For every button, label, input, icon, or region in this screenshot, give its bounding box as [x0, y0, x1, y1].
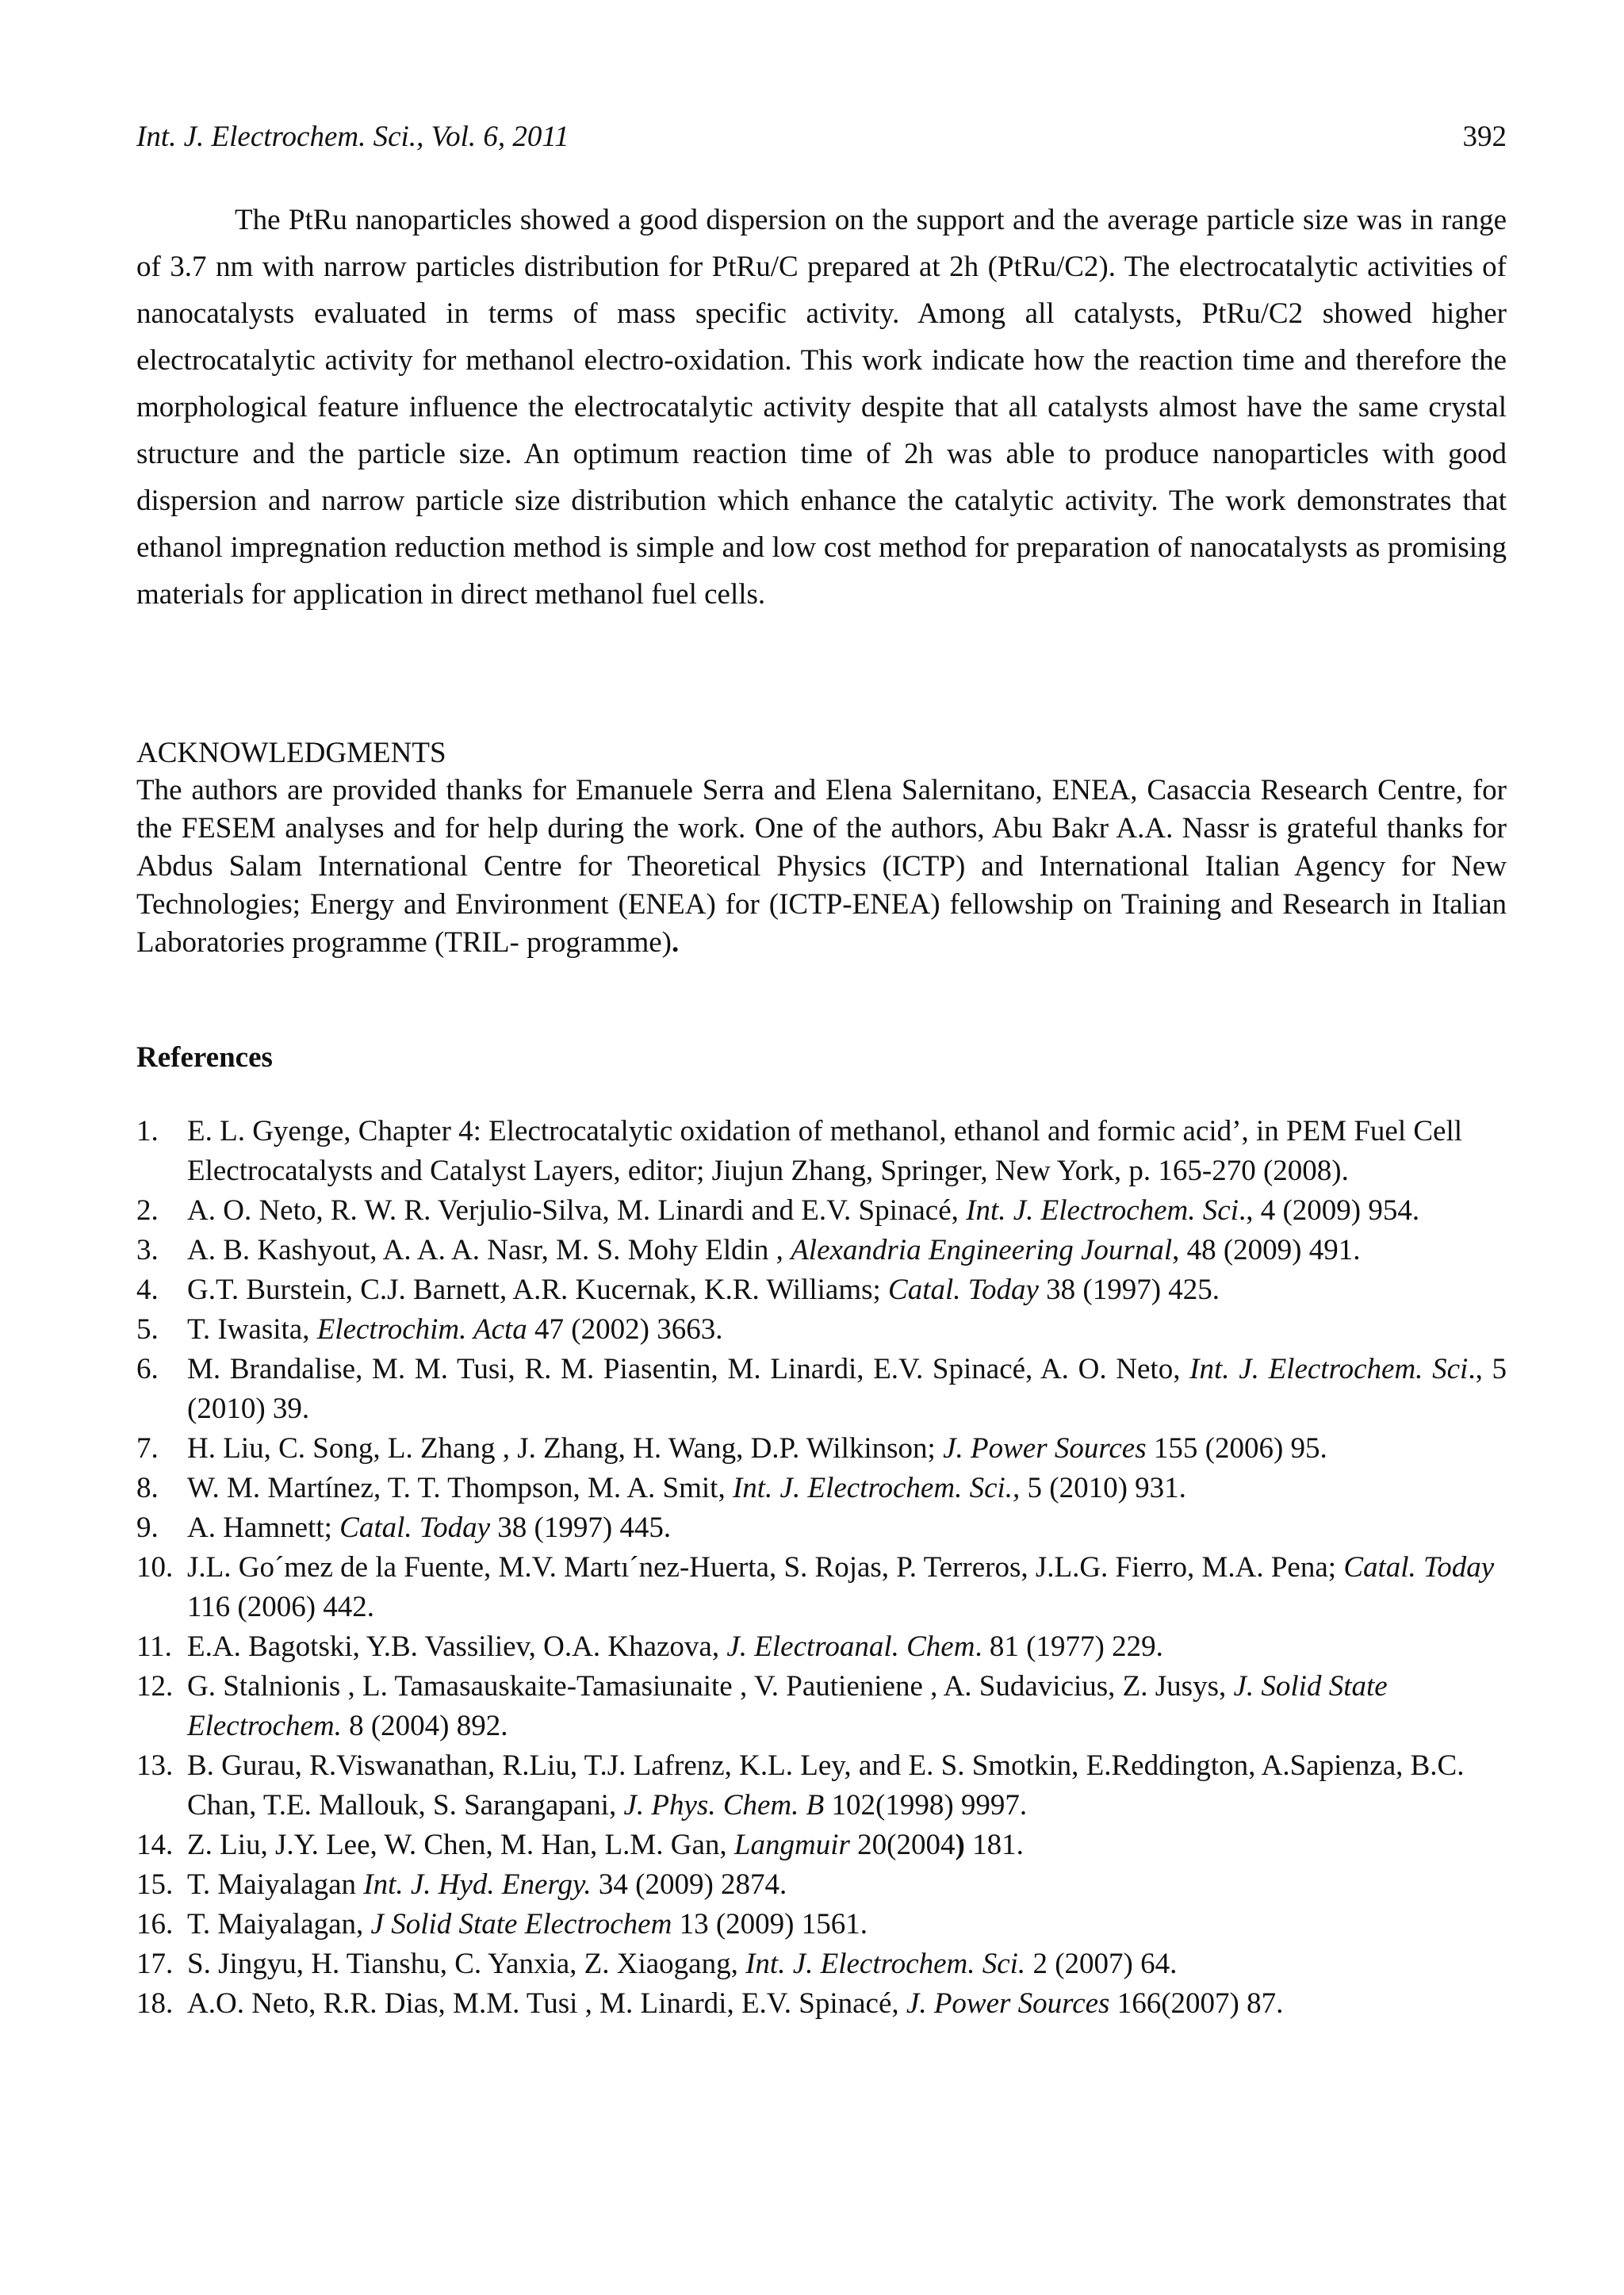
reference-item — [136, 1905, 1507, 1944]
acknowledgments-text — [136, 772, 1507, 962]
reference-source: Catal. Today — [888, 1274, 1039, 1306]
reference-segment: 155 (2006) 95. — [1146, 1432, 1327, 1465]
reference-number: 17. — [136, 1948, 174, 1980]
reference-segment: . 81 (1977) 229. — [975, 1630, 1163, 1663]
reference-segment: M. Brandalise, M. M. Tusi, R. M. Piasentin, M. Linardi, E.V. Spinacé, A. O. Neto, — [187, 1353, 1190, 1385]
running-header — [136, 117, 1507, 157]
reference-item — [136, 1270, 1507, 1310]
reference-text — [187, 1868, 787, 1901]
reference-number: 8. — [136, 1472, 159, 1504]
reference-number: 5. — [136, 1313, 159, 1346]
reference-segment: T. Maiyalagan — [187, 1868, 364, 1901]
reference-item — [136, 1984, 1507, 2024]
reference-segment: A.O. Neto, R.R. Dias, M.M. Tusi , M. Linardi, E.V. Spinacé, — [187, 1987, 906, 2020]
reference-source: Langmuir — [733, 1829, 850, 1861]
reference-text — [187, 1115, 1462, 1187]
reference-text — [187, 1274, 1220, 1306]
reference-segment: 38 (1997) 445. — [490, 1511, 672, 1544]
reference-text — [187, 1908, 868, 1941]
reference-source: Catal. Today — [339, 1511, 490, 1544]
reference-segment: E. L. Gyenge, Chapter 4: Electrocatalytic oxidation of methanol, ethanol and formic acid’, in PEM Fuel Cell Electrocatalysts and Catalyst Layers, editor; Jiujun Zhang, Springer, New York, p. 165-270 (2008). — [187, 1115, 1463, 1187]
reference-number: 9. — [136, 1511, 159, 1544]
reference-segment: A. O. Neto, R. W. R. Verjulio-Silva, M. Linardi and E.V. Spinacé, — [187, 1194, 967, 1227]
reference-number: 3. — [136, 1234, 159, 1266]
reference-number: 11. — [136, 1630, 172, 1663]
reference-item — [136, 1667, 1507, 1746]
reference-text — [187, 1551, 1494, 1623]
references-heading: References — [136, 1041, 273, 1074]
reference-source: J. Power Sources — [943, 1432, 1147, 1465]
reference-segment: T. Maiyalagan, — [187, 1908, 371, 1941]
reference-segment: A. B. Kashyout, A. A. A. Nasr, M. S. Mohy Eldin , — [187, 1234, 791, 1266]
reference-segment: ., 5 (2010) 39. — [187, 1353, 1507, 1425]
reference-segment: E.A. Bagotski, Y.B. Vassiliev, O.A. Khazova, — [187, 1630, 727, 1663]
reference-text — [187, 1749, 1464, 1822]
reference-text — [187, 1313, 722, 1346]
reference-source: Int. J. Electrochem. Sci. — [745, 1948, 1026, 1980]
reference-segment: J.L. Go´mez de la Fuente, M.V. Martı´nez-Huerta, S. Rojas, P. Terreros, J.L.G. Fierro, M.A. Pena; — [187, 1551, 1344, 1584]
reference-segment: 2 (2007) 64. — [1025, 1948, 1178, 1980]
reference-segment: 116 (2006) 442. — [187, 1591, 375, 1623]
reference-segment: ) — [955, 1829, 965, 1861]
reference-segment: S. Jingyu, H. Tianshu, C. Yanxia, Z. Xiaogang, — [187, 1948, 746, 1980]
reference-segment: 34 (2009) 2874. — [591, 1868, 787, 1901]
reference-source: J. Power Sources — [906, 1987, 1110, 2020]
reference-segment: Z. Liu, J.Y. Lee, W. Chen, M. Han, L.M. Gan, — [187, 1829, 734, 1861]
reference-number: 6. — [136, 1353, 159, 1385]
reference-source: Int. J. Hyd. Energy. — [363, 1868, 592, 1901]
reference-segment: , 48 (2009) 491. — [1172, 1234, 1361, 1266]
reference-item — [136, 1469, 1507, 1508]
reference-source: J. Phys. Chem. B — [623, 1789, 825, 1822]
reference-item — [136, 1627, 1507, 1667]
reference-item — [136, 1746, 1507, 1826]
journal-citation: Int. J. Electrochem. Sci., Vol. 6, 2011 — [136, 121, 569, 153]
reference-item — [136, 1944, 1507, 1984]
reference-number: 18. — [136, 1987, 174, 2020]
reference-source: J. Solid State Electrochem. — [187, 1670, 1388, 1742]
reference-number: 7. — [136, 1432, 159, 1465]
reference-source: Electrochim. Acta — [316, 1313, 527, 1346]
acknowledgments-body: The authors are provided thanks for Emanuele Serra and Elena Salernitano, ENEA, Casaccia Research Centre, for the FESEM analyses and for help during the work. One of the authors, Abu Bakr A.A. Nassr is grateful thanks for Abdus Salam International Centre for Theoretical Physics (ICTP) and International Italian Agency for New Technologies; Energy and Environment (ENEA) for (ICTP-ENEA) fellowship on Training and Research in Italian Laboratories programme (TRIL- programme) — [136, 774, 1507, 959]
reference-segment: B. Gurau, R.Viswanathan, R.Liu, T.J. Lafrenz, K.L. Ley, and E. S. Smotkin, E.Reddington, A.Sapienza, B.C. Chan, T.E. Mallouk, S. Sarangapani, — [187, 1749, 1465, 1822]
reference-number: 13. — [136, 1749, 174, 1782]
reference-segment: G. Stalnionis , L. Tamasauskaite-Tamasiunaite , V. Pautieniene , A. Sudavicius, Z. Jusys, — [187, 1670, 1234, 1703]
acknowledgments-heading: ACKNOWLEDGMENTS — [136, 737, 446, 769]
conclusion-paragraph: The PtRu nanoparticles showed a good dispersion on the support and the average particle size was in range of 3.7 nm with narrow particles distribution for PtRu/C prepared at 2h (PtRu/C2). The electrocatalytic activities of nanocatalysts evaluated in terms of mass specific activity. Among all catalysts, PtRu/C2 showed higher electrocatalytic activity for methanol electro-oxidation. This work indicate how the reaction time and therefore the morphological feature influence the electrocatalytic activity despite that all catalysts almost have the same crystal structure and the particle size. An optimum reaction time of 2h was able to produce nanoparticles with good dispersion and narrow particle size distribution which enhance the catalytic activity. The work demonstrates that ethanol impregnation reduction method is simple and low cost method for preparation of nanocatalysts as promising materials for application in direct methanol fuel cells. — [136, 204, 1507, 611]
reference-source: Alexandria Engineering Journal — [791, 1234, 1173, 1266]
reference-segment: 181. — [964, 1829, 1024, 1861]
reference-item — [136, 1508, 1507, 1548]
reference-text — [187, 1194, 1419, 1227]
reference-segment: ., 4 (2009) 954. — [1238, 1194, 1420, 1227]
reference-number: 15. — [136, 1868, 174, 1901]
reference-item — [136, 1548, 1507, 1627]
reference-segment: 13 (2009) 1561. — [672, 1908, 868, 1941]
reference-segment: 20(2004 — [849, 1829, 956, 1861]
reference-segment: 47 (2002) 3663. — [527, 1313, 723, 1346]
reference-segment: 102(1998) 9997. — [824, 1789, 1028, 1822]
reference-segment: 5 (2010) 931. — [1020, 1472, 1186, 1504]
reference-text — [187, 1829, 1024, 1861]
reference-item — [136, 1865, 1507, 1905]
reference-number: 14. — [136, 1829, 174, 1861]
reference-text — [187, 1432, 1327, 1465]
reference-source: Int. J. Electrochem. Sci — [1189, 1353, 1469, 1385]
reference-source: Catal. Today — [1343, 1551, 1495, 1584]
reference-item — [136, 1191, 1507, 1231]
reference-segment: T. Iwasita, — [187, 1313, 317, 1346]
reference-number: 2. — [136, 1194, 159, 1227]
reference-text — [187, 1670, 1388, 1742]
reference-segment: A. Hamnett; — [187, 1511, 340, 1544]
reference-segment: 38 (1997) 425. — [1038, 1274, 1220, 1306]
reference-text — [187, 1948, 1177, 1980]
reference-number: 16. — [136, 1908, 174, 1941]
reference-segment: G.T. Burstein, C.J. Barnett, A.R. Kucernak, K.R. Williams; — [187, 1274, 889, 1306]
reference-text — [187, 1472, 1186, 1504]
reference-source: Int. J. Electrochem. Sci — [966, 1194, 1239, 1227]
reference-item — [136, 1231, 1507, 1270]
reference-text — [187, 1987, 1283, 2020]
reference-text — [187, 1511, 671, 1544]
reference-number: 4. — [136, 1274, 159, 1306]
reference-source: Int. J. Electrochem. Sci., — [732, 1472, 1021, 1504]
reference-segment: W. M. Martínez, T. T. Thompson, M. A. Smit, — [187, 1472, 733, 1504]
reference-item — [136, 1310, 1507, 1350]
reference-text — [187, 1630, 1163, 1663]
reference-item — [136, 1429, 1507, 1469]
acknowledgments-final-period: . — [671, 926, 680, 959]
reference-segment: 8 (2004) 892. — [341, 1710, 508, 1742]
reference-number: 12. — [136, 1670, 174, 1703]
reference-item — [136, 1826, 1507, 1865]
reference-source: J. Electroanal. Chem — [726, 1630, 975, 1663]
reference-list — [136, 1112, 1507, 2024]
reference-text — [187, 1234, 1361, 1266]
reference-segment: H. Liu, C. Song, L. Zhang , J. Zhang, H. Wang, D.P. Wilkinson; — [187, 1432, 944, 1465]
reference-number: 10. — [136, 1551, 174, 1584]
reference-item — [136, 1350, 1507, 1429]
reference-number: 1. — [136, 1115, 159, 1148]
reference-source: J Solid State Electrochem — [370, 1908, 672, 1941]
reference-text — [187, 1353, 1507, 1425]
reference-segment: 166(2007) 87. — [1109, 1987, 1284, 2020]
reference-item — [136, 1112, 1507, 1191]
page-number: 392 — [1462, 121, 1507, 153]
